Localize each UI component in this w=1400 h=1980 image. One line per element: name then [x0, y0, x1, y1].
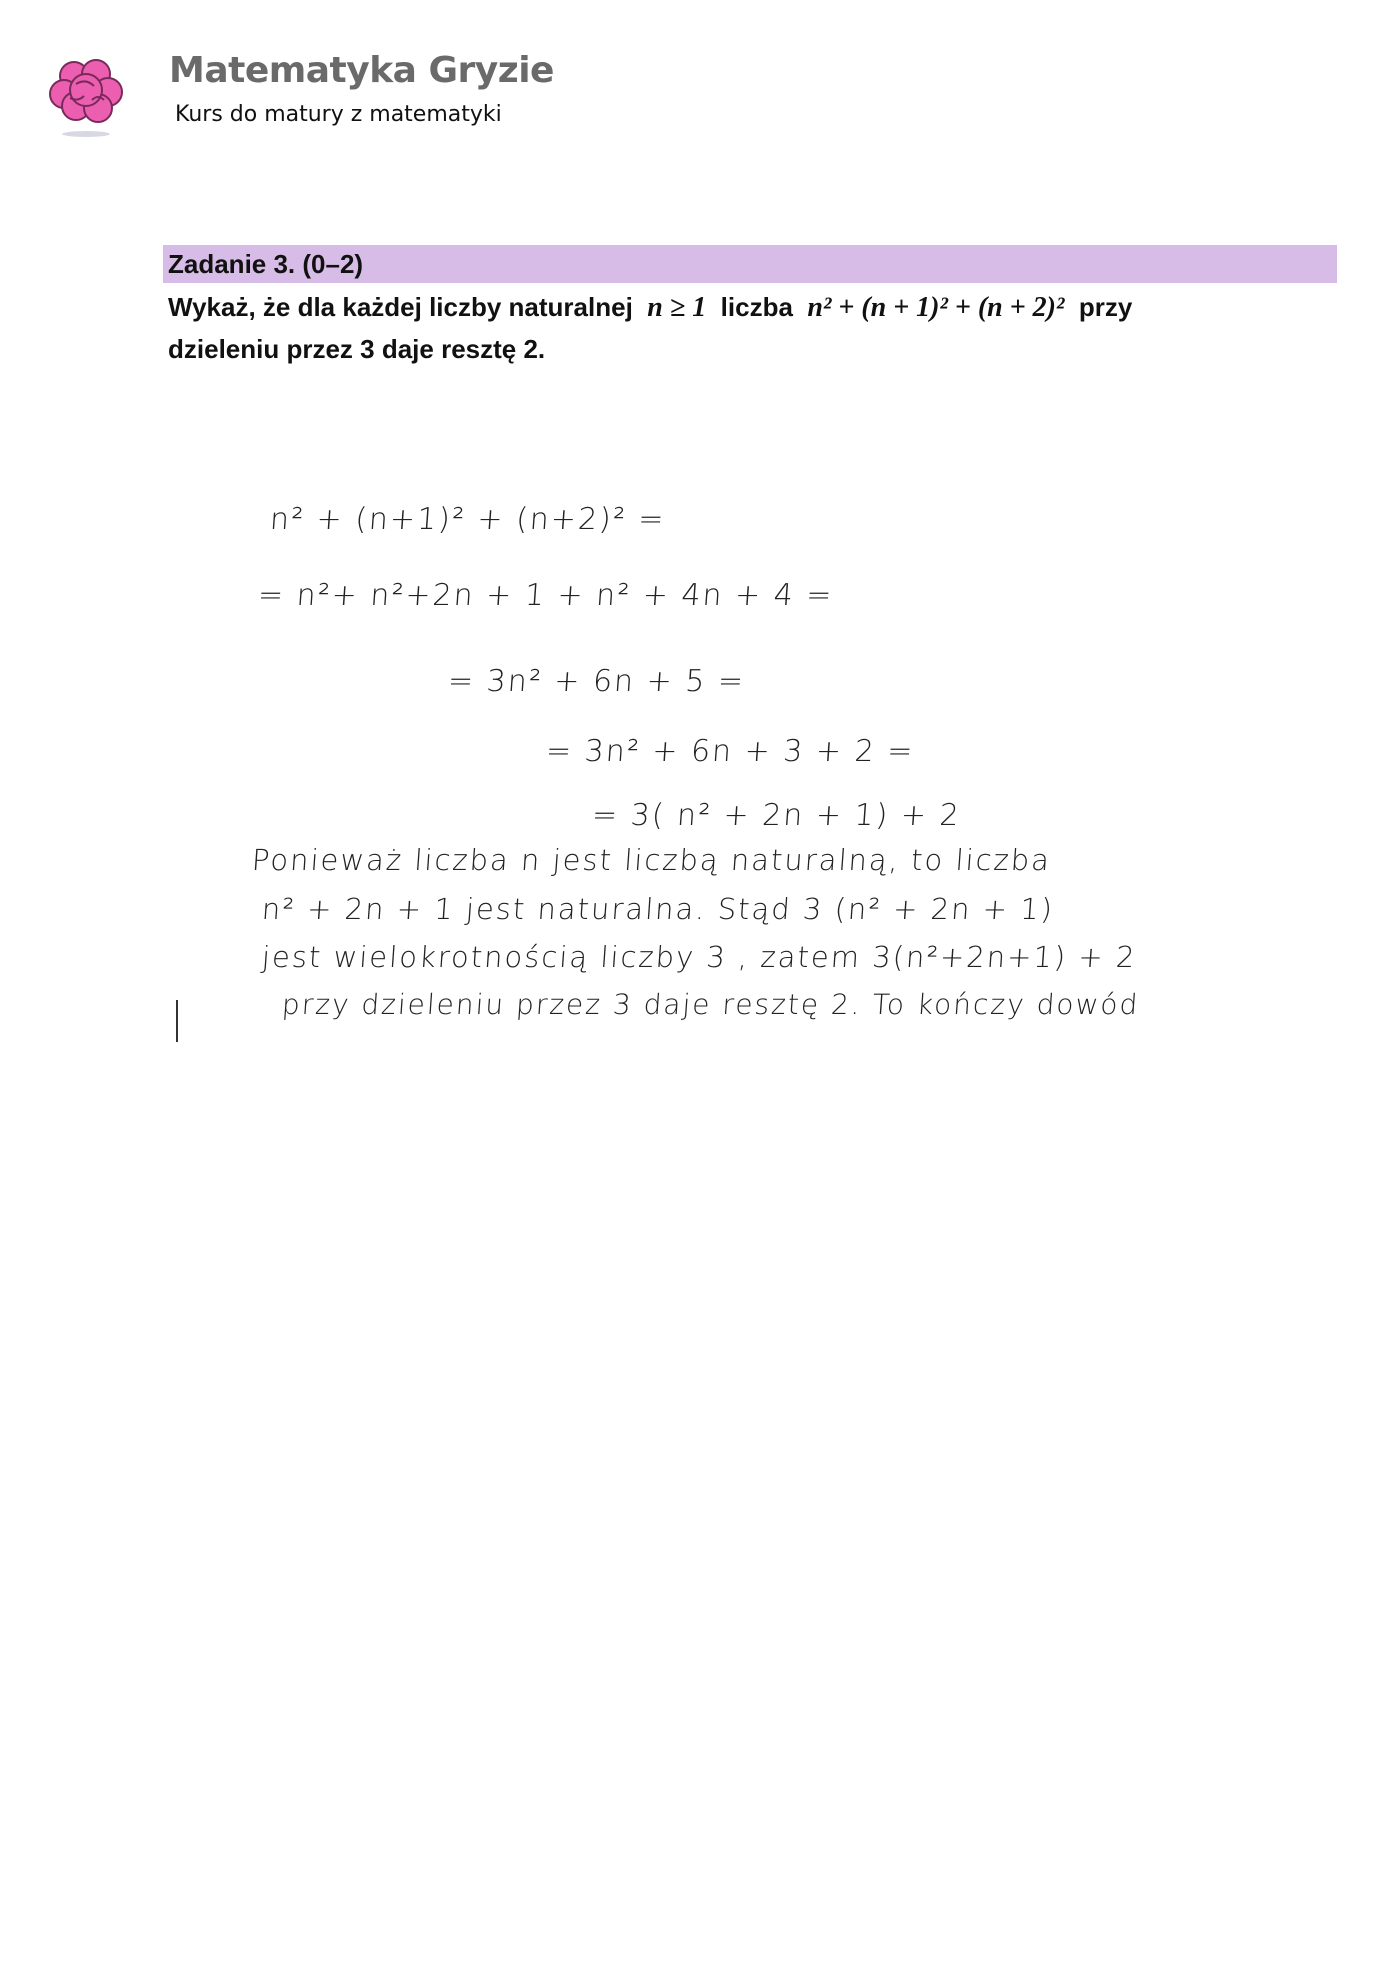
prompt-text: przy	[1078, 292, 1133, 322]
brain-logo-icon	[46, 54, 128, 140]
prompt-text: Wykaż, że dla każdej liczby naturalnej	[168, 292, 633, 322]
prompt-text: liczba	[720, 292, 793, 322]
handwritten-line: n² + 2n + 1 jest naturalna. Stąd 3 (n² + 2n + 1)	[260, 892, 1056, 926]
brand-tagline: Kurs do matury z matematyki	[175, 102, 502, 127]
handwritten-line: przy dzieleniu przez 3 daje resztę 2. To kończy dowód	[280, 988, 1141, 1021]
margin-mark	[176, 1000, 178, 1042]
task-prompt-line-1	[168, 292, 1132, 324]
handwritten-line: jest wielokrotnością liczby 3 , zatem 3(n²+2n+1) + 2	[260, 940, 1138, 974]
handwritten-line: = 3n² + 6n + 5 =	[446, 664, 747, 699]
task-prompt-line-2: dzieleniu przez 3 daje resztę 2.	[168, 334, 546, 364]
prompt-math: n² + (n + 1)² + (n + 2)²	[807, 292, 1065, 323]
prompt-math: n ≥ 1	[647, 292, 707, 323]
handwritten-line: Ponieważ liczba n jest liczbą naturalną, to liczba	[250, 843, 1053, 877]
task-title: Zadanie 3. (0–2)	[168, 249, 364, 279]
handwritten-line: = 3n² + 6n + 3 + 2 =	[544, 734, 916, 769]
handwritten-line: = n²+ n²+2n + 1 + n² + 4n + 4 =	[256, 578, 835, 613]
handwritten-line: n² + (n+1)² + (n+2)² =	[268, 502, 667, 537]
handwritten-line: = 3( n² + 2n + 1) + 2	[590, 798, 962, 833]
brand-title: Matematyka Gryzie	[169, 50, 554, 91]
